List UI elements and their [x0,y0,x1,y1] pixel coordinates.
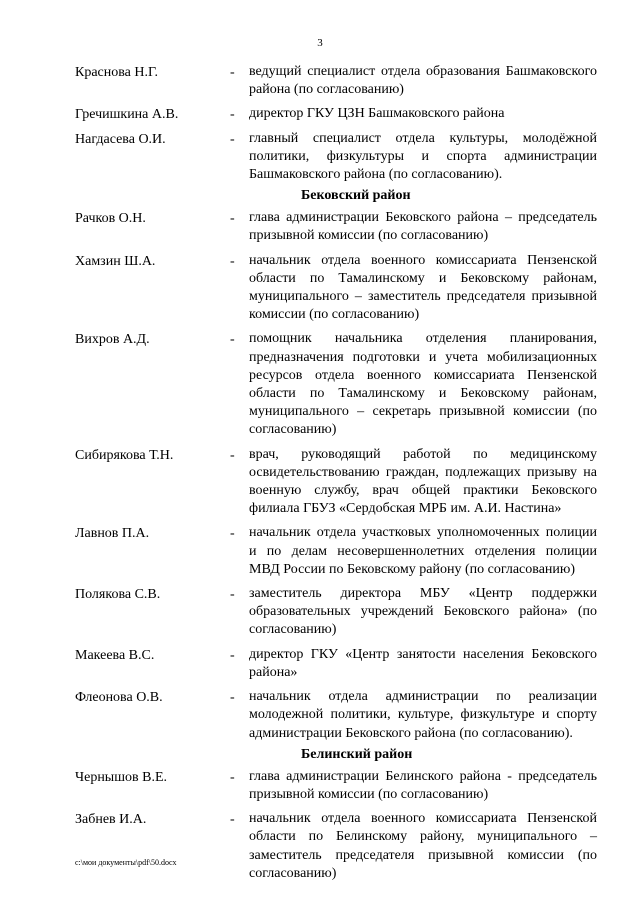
member-entry [75,810,597,883]
dash-separator: - [230,769,235,785]
member-name: Вихров А.Д. [75,332,150,348]
dash-separator: - [230,812,235,828]
member-position: начальник отдела военного комиссариата Пензенской области по Белинскому району, муниципального – заместитель председателя призывной комиссии (по согласованию) [249,811,597,881]
member-entry [75,209,597,245]
member-name: Краснова Н.Г. [75,65,159,80]
dash-separator: - [230,647,235,663]
commission-list [75,63,597,889]
dash-separator: - [230,587,235,603]
member-entry [75,646,597,682]
member-position: начальник отдела администрации по реализации молодежной политики, культуре, физкультуре и спорту администрации Бековского района (по согласованию). [249,689,597,741]
member-position: глава администрации Бековского района – председатель призывной комиссии (по согласованию) [249,210,597,244]
member-position: начальник отдела военного комиссариата Пензенской области по Тамалинскому и Бековскому районам, муниципального – заместитель председателя призывной комиссии (по согласованию) [249,252,597,323]
member-position: ведущий специалист отдела образования Башмаковского района (по согласованию) [249,64,597,98]
member-entry [75,524,597,579]
member-position: помощник начальника отделения планирования, предназначения подготовки и учета мобилизационных ресурсов отдела военного комиссариата Пензенской области по Тамалинскому и Бековскому районам, муниципального – секретарь призывной комиссии (по согласованию) [249,331,597,438]
member-entry [75,252,597,325]
dash-separator: - [230,253,235,269]
member-name: Макеева В.С. [75,647,155,663]
member-position: заместитель директора МБУ «Центр поддержки образовательных учреждений Бековского района» (по согласованию) [249,586,597,638]
member-position: директор ГКУ «Центр занятости населения Бековского района» [249,646,597,680]
member-position: врач, руководящий работой по медицинскому освидетельствованию граждан, подлежащих призыву на военную службу, врач общей практики Бековского филиала ГБУЗ «Сердобская МРБ им. А.И. Настина» [249,446,597,517]
dash-separator: - [230,211,235,227]
member-position: главный специалист отдела культуры, молодёжной политики, физкультуры и спорта администрации Башмаковского района (по согласованию). [249,130,597,183]
district-heading: Белинский район [301,746,413,762]
member-entry [75,105,597,123]
member-name: Чернышов В.Е. [75,769,167,785]
district-heading: Бековский район [301,188,411,204]
member-position: директор ГКУ ЦЗН Башмаковского района [249,106,505,122]
dash-separator: - [230,526,235,542]
member-name: Гречишкина А.В. [75,107,179,123]
member-name: Флеонова О.В. [75,690,163,706]
member-name: Забнев И.А. [75,812,147,828]
member-entry [75,688,597,743]
member-name: Хамзин Ш.А. [75,253,156,269]
member-name: Лавнов П.А. [75,526,150,542]
member-position: глава администрации Белинского района - председатель призывной комиссии (по согласованию) [249,768,597,802]
dash-separator: - [230,107,235,123]
member-name: Нагдасева О.И. [75,131,166,147]
dash-separator: - [230,690,235,706]
footer-file-path: c:\мои документы\pdf\50.docx [75,858,177,867]
member-entry [75,130,597,185]
member-entry [75,330,597,439]
member-position: начальник отдела участковых уполномоченных полиции и по делам несовершеннолетних отделения полиции МВД России по Бековскому району (по согласованию) [249,525,597,577]
dash-separator: - [230,131,235,147]
member-entry [75,768,597,804]
page-number: 3 [317,37,323,49]
member-entry [75,63,597,99]
dash-separator: - [230,65,235,80]
dash-separator: - [230,332,235,348]
member-name: Рачков О.Н. [75,211,146,227]
member-entry [75,446,597,519]
member-name: Полякова С.В. [75,587,161,603]
member-name: Сибирякова Т.Н. [75,447,174,463]
member-entry [75,585,597,640]
dash-separator: - [230,447,235,463]
